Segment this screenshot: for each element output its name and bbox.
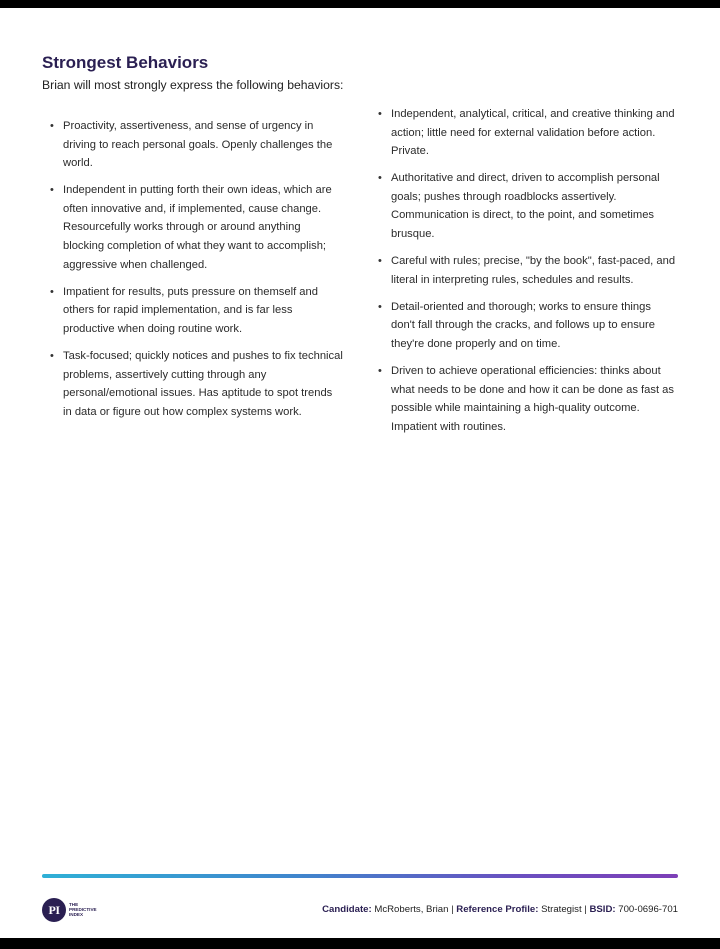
bullet-icon: • <box>50 184 54 197</box>
bsid-value: 700-0696-701 <box>618 904 678 915</box>
behavior-item <box>43 117 343 173</box>
bullet-icon: • <box>378 255 382 268</box>
logo-line: THE <box>69 902 79 907</box>
behavior-item <box>43 347 343 421</box>
bullet-icon: • <box>50 285 54 298</box>
behaviors-list-left <box>43 117 343 430</box>
bottom-edge-bar <box>0 938 720 949</box>
footer-separator: | <box>584 904 587 915</box>
behavior-text: Independent in putting forth their own ideas, which are often innovative and, if implemented, cause change. Resourcefully works through or around anything blocking completion of what they want to accomplish; aggressive when challenged. <box>63 184 332 271</box>
behavior-text: Task-focused; quickly notices and pushes to fix technical problems, assertively cutting through any personal/emotional issues. Has aptitude to spot trends in data or figure out how complex systems work. <box>63 350 343 418</box>
footer-separator: | <box>451 904 454 915</box>
behavior-text: Driven to achieve operational efficiencies: thinks about what needs to be done and how it can be done as fast as possible while maintaining a high-quality outcome. Impatient with routines. <box>391 365 674 433</box>
behavior-text: Proactivity, assertiveness, and sense of urgency in driving to reach personal goals. Openly challenges the world. <box>63 120 333 170</box>
behavior-item <box>371 362 677 436</box>
bullet-icon: • <box>378 365 382 378</box>
top-edge-bar <box>0 0 720 8</box>
behavior-item <box>43 283 343 339</box>
behavior-text: Independent, analytical, critical, and creative thinking and action; little need for external validation before action. Private. <box>391 108 675 158</box>
bsid-label: BSID: <box>589 904 616 915</box>
bullet-icon: • <box>378 300 382 313</box>
behavior-item <box>371 252 677 289</box>
behavior-item <box>371 169 677 243</box>
section-title: Strongest Behaviors <box>42 53 209 72</box>
profile-label: Reference Profile: <box>456 904 539 915</box>
footer-candidate-info <box>322 904 678 915</box>
bullet-icon: • <box>50 350 54 363</box>
section-intro: Brian will most strongly express the following behaviors: <box>42 78 344 92</box>
bullet-icon: • <box>378 108 382 120</box>
candidate-label: Candidate: <box>322 904 372 915</box>
behavior-text: Authoritative and direct, driven to accomplish personal goals; pushes through roadblocks assertively. Communication is direct, to the point, and sometimes brusque. <box>391 172 660 241</box>
behavior-item <box>43 181 343 274</box>
logo-line: PREDICTIVE <box>69 907 97 912</box>
profile-value: Strategist <box>541 904 582 915</box>
pi-logo-icon: PI <box>42 898 66 922</box>
behavior-text: Careful with rules; precise, "by the book", fast-paced, and literal in interpreting rules, schedules and results. <box>391 255 676 286</box>
bullet-icon: • <box>378 172 382 185</box>
footer-gradient-divider <box>42 874 678 878</box>
candidate-value: McRoberts, Brian <box>374 904 449 915</box>
logo-wordmark <box>69 902 97 917</box>
behavior-text: Impatient for results, puts pressure on themself and others for rapid implementation, and is far less productive when doing routine work. <box>63 285 318 335</box>
logo-line: INDEX <box>69 912 84 917</box>
behavior-item <box>371 105 677 161</box>
behavior-text: Detail-oriented and thorough; works to ensure things don't fall through the cracks, and follows up to ensure they're done properly and on time. <box>391 300 655 351</box>
bullet-icon: • <box>50 120 54 132</box>
predictive-index-logo <box>42 898 114 922</box>
behaviors-list-right <box>371 105 677 445</box>
behavior-item <box>371 298 677 354</box>
